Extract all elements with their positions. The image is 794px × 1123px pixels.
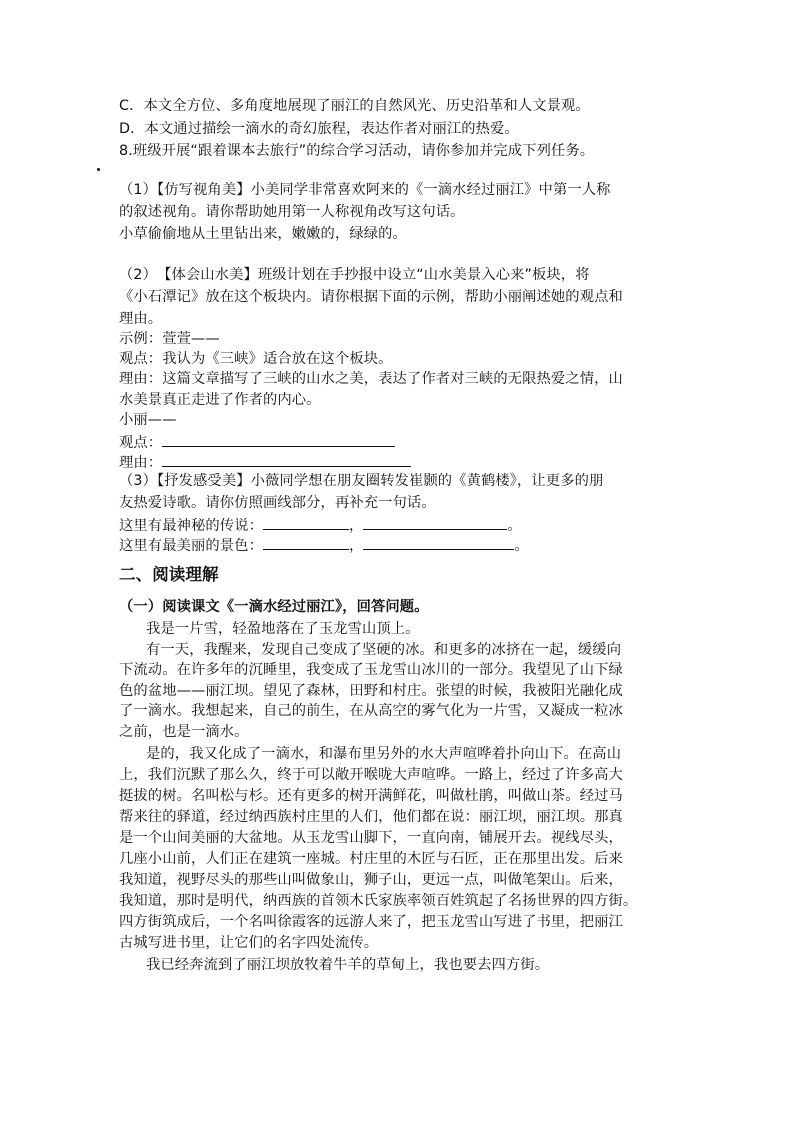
reading-subheading: （一）阅读课文《一滴水经过丽江》，回答问题。: [119, 599, 429, 615]
scenery-blank-1[interactable]: [263, 534, 349, 550]
option-d: D．本文通过描绘一滴水的奇幻旅程，表达作者对丽江的热爱。: [119, 121, 519, 137]
passage-para3-line3: 挺拔的树。名叫松与杉。还有更多的树开满鲜花，叫做杜鹃，叫做山茶。经过马: [119, 788, 623, 804]
scenery-label: 这里有最美丽的景色：: [119, 538, 263, 554]
passage-para3-line8: 我知道，那时是明代，纳西族的首领木氏家族率领百姓筑起了名扬世界的四方街。: [119, 893, 638, 909]
reason-label: 理由：: [119, 455, 163, 471]
task-1-line2: 的叙述视角。请你帮助她用第一人称视角改写这句话。: [119, 204, 465, 220]
xiaoli-reason-row: [119, 451, 411, 473]
passage-para3-line6: 几座小山前，人们正在建筑一座城。村庄里的木匠与石匠，正在那里出发。后来: [119, 851, 623, 867]
scenery-row: [119, 534, 529, 556]
legend-comma: ，: [348, 518, 364, 534]
passage-para3-line5: 是一个山间美丽的大盆地。从玉龙雪山脚下，一直向南，铺展开去。视线尽头，: [119, 830, 623, 846]
question-8: 8.班级开展“跟着课本去旅行”的综合学习活动，请你参加并完成下列任务。: [119, 143, 595, 159]
legend-label: 这里有最神秘的传说：: [119, 518, 263, 534]
task-3-line1: （3）【抒发感受美】小薇同学想在朋友圈转发崔颢的《黄鹤楼》，让更多的朋: [119, 473, 604, 489]
example-reason-line1: 理由：这篇文章描写了三峡的山水之美，表达了作者对三峡的无限热爱之情，山: [119, 371, 623, 387]
passage-para4: 我已经奔流到了丽江坝放牧着牛羊的草甸上，我也要去四方街。: [146, 957, 550, 973]
option-c: C．本文全方位、多角度地展现了丽江的自然风光、历史沿革和人文景观。: [119, 98, 590, 114]
task-1-sentence: 小草偷偷地从土里钻出来，嫩嫩的，绿绿的。: [119, 226, 407, 242]
task-2-line1: （2） 【体会山水美】班级计划在手抄报中设立“山水美景入心来”板块，将: [119, 267, 590, 283]
passage-para3-line7: 我知道，视野尽头的那些山叫做象山，狮子山，更远一点，叫做笔架山。后来，: [119, 872, 623, 888]
passage-para2-line5: 之前，也是一滴水。: [119, 724, 249, 740]
passage-para2-line3: 色的盆地——丽江坝。望见了森林，田野和村庄。张望的时候，我被阳光融化成: [119, 683, 623, 699]
example-viewpoint: 观点：我认为《三峡》适合放在这个板块。: [119, 351, 393, 367]
stray-dot: [97, 168, 100, 171]
scenery-blank-2[interactable]: [363, 534, 514, 550]
xiaoli-label: 小丽——: [119, 412, 177, 428]
passage-para3-line9: 四方街筑成后，一个名叫徐霞客的远游人来了，把玉龙雪山写进了书里，把丽江: [119, 914, 623, 930]
section-heading: 二、阅读理解: [119, 565, 219, 584]
passage-para2-line1: 有一天，我醒来，发现自己变成了坚硬的冰。和更多的冰挤在一起，缓缓向: [146, 642, 622, 658]
task-2-line3: 理由。: [119, 311, 163, 327]
example-reason-line2: 水美景真正走进了作者的内心。: [119, 392, 321, 408]
example-label: 示例：萱萱——: [119, 331, 220, 347]
passage-para3-line1: 是的，我又化成了一滴水，和瀑布里另外的水大声喧哗着扑向山下。在高山: [146, 746, 622, 762]
passage-para3-line2: 上，我们沉默了那么久，终于可以敞开喉咙大声喧哗。一路上，经过了许多高大: [119, 767, 623, 783]
task-1-line1: （1）【仿写视角美】小美同学非常喜欢阿来的《一滴水经过丽江》中第一人称: [119, 182, 611, 198]
xiaoli-viewpoint-row: [119, 431, 395, 453]
viewpoint-label: 观点：: [119, 435, 163, 451]
task-2-line2: 《小石潭记》放在这个板块内。请你根据下面的示例，帮助小丽阐述她的观点和: [119, 289, 623, 305]
passage-para2-line4: 了一滴水。我想起来，自己的前生，在从高空的雾气化为一片雪，又凝成一粒冰: [119, 703, 623, 719]
legend-blank-1[interactable]: [263, 514, 349, 530]
legend-row: [119, 514, 522, 536]
viewpoint-answer-blank[interactable]: [162, 431, 395, 447]
scenery-period: 。: [514, 538, 529, 554]
reason-answer-blank[interactable]: [162, 451, 411, 467]
passage-para2-line2: 下流动。在许多年的沉睡里，我变成了玉龙雪山冰川的一部分。我望见了山下绿: [119, 662, 623, 678]
legend-period: 。: [507, 518, 522, 534]
task-3-line2: 友热爱诗歌。请你仿照画线部分，再补充一句话。: [119, 495, 436, 511]
legend-blank-2[interactable]: [363, 514, 507, 530]
passage-para3-line4: 帮来往的驿道，经过纳西族村庄里的人们，他们都在说：丽江坝，丽江坝。那真: [119, 809, 623, 825]
passage-para1: 我是一片雪，轻盈地落在了玉龙雪山顶上。: [146, 621, 420, 637]
passage-para3-line10: 古城写进书里，让它们的名字四处流传。: [119, 935, 379, 951]
scenery-comma: ，: [348, 538, 364, 554]
